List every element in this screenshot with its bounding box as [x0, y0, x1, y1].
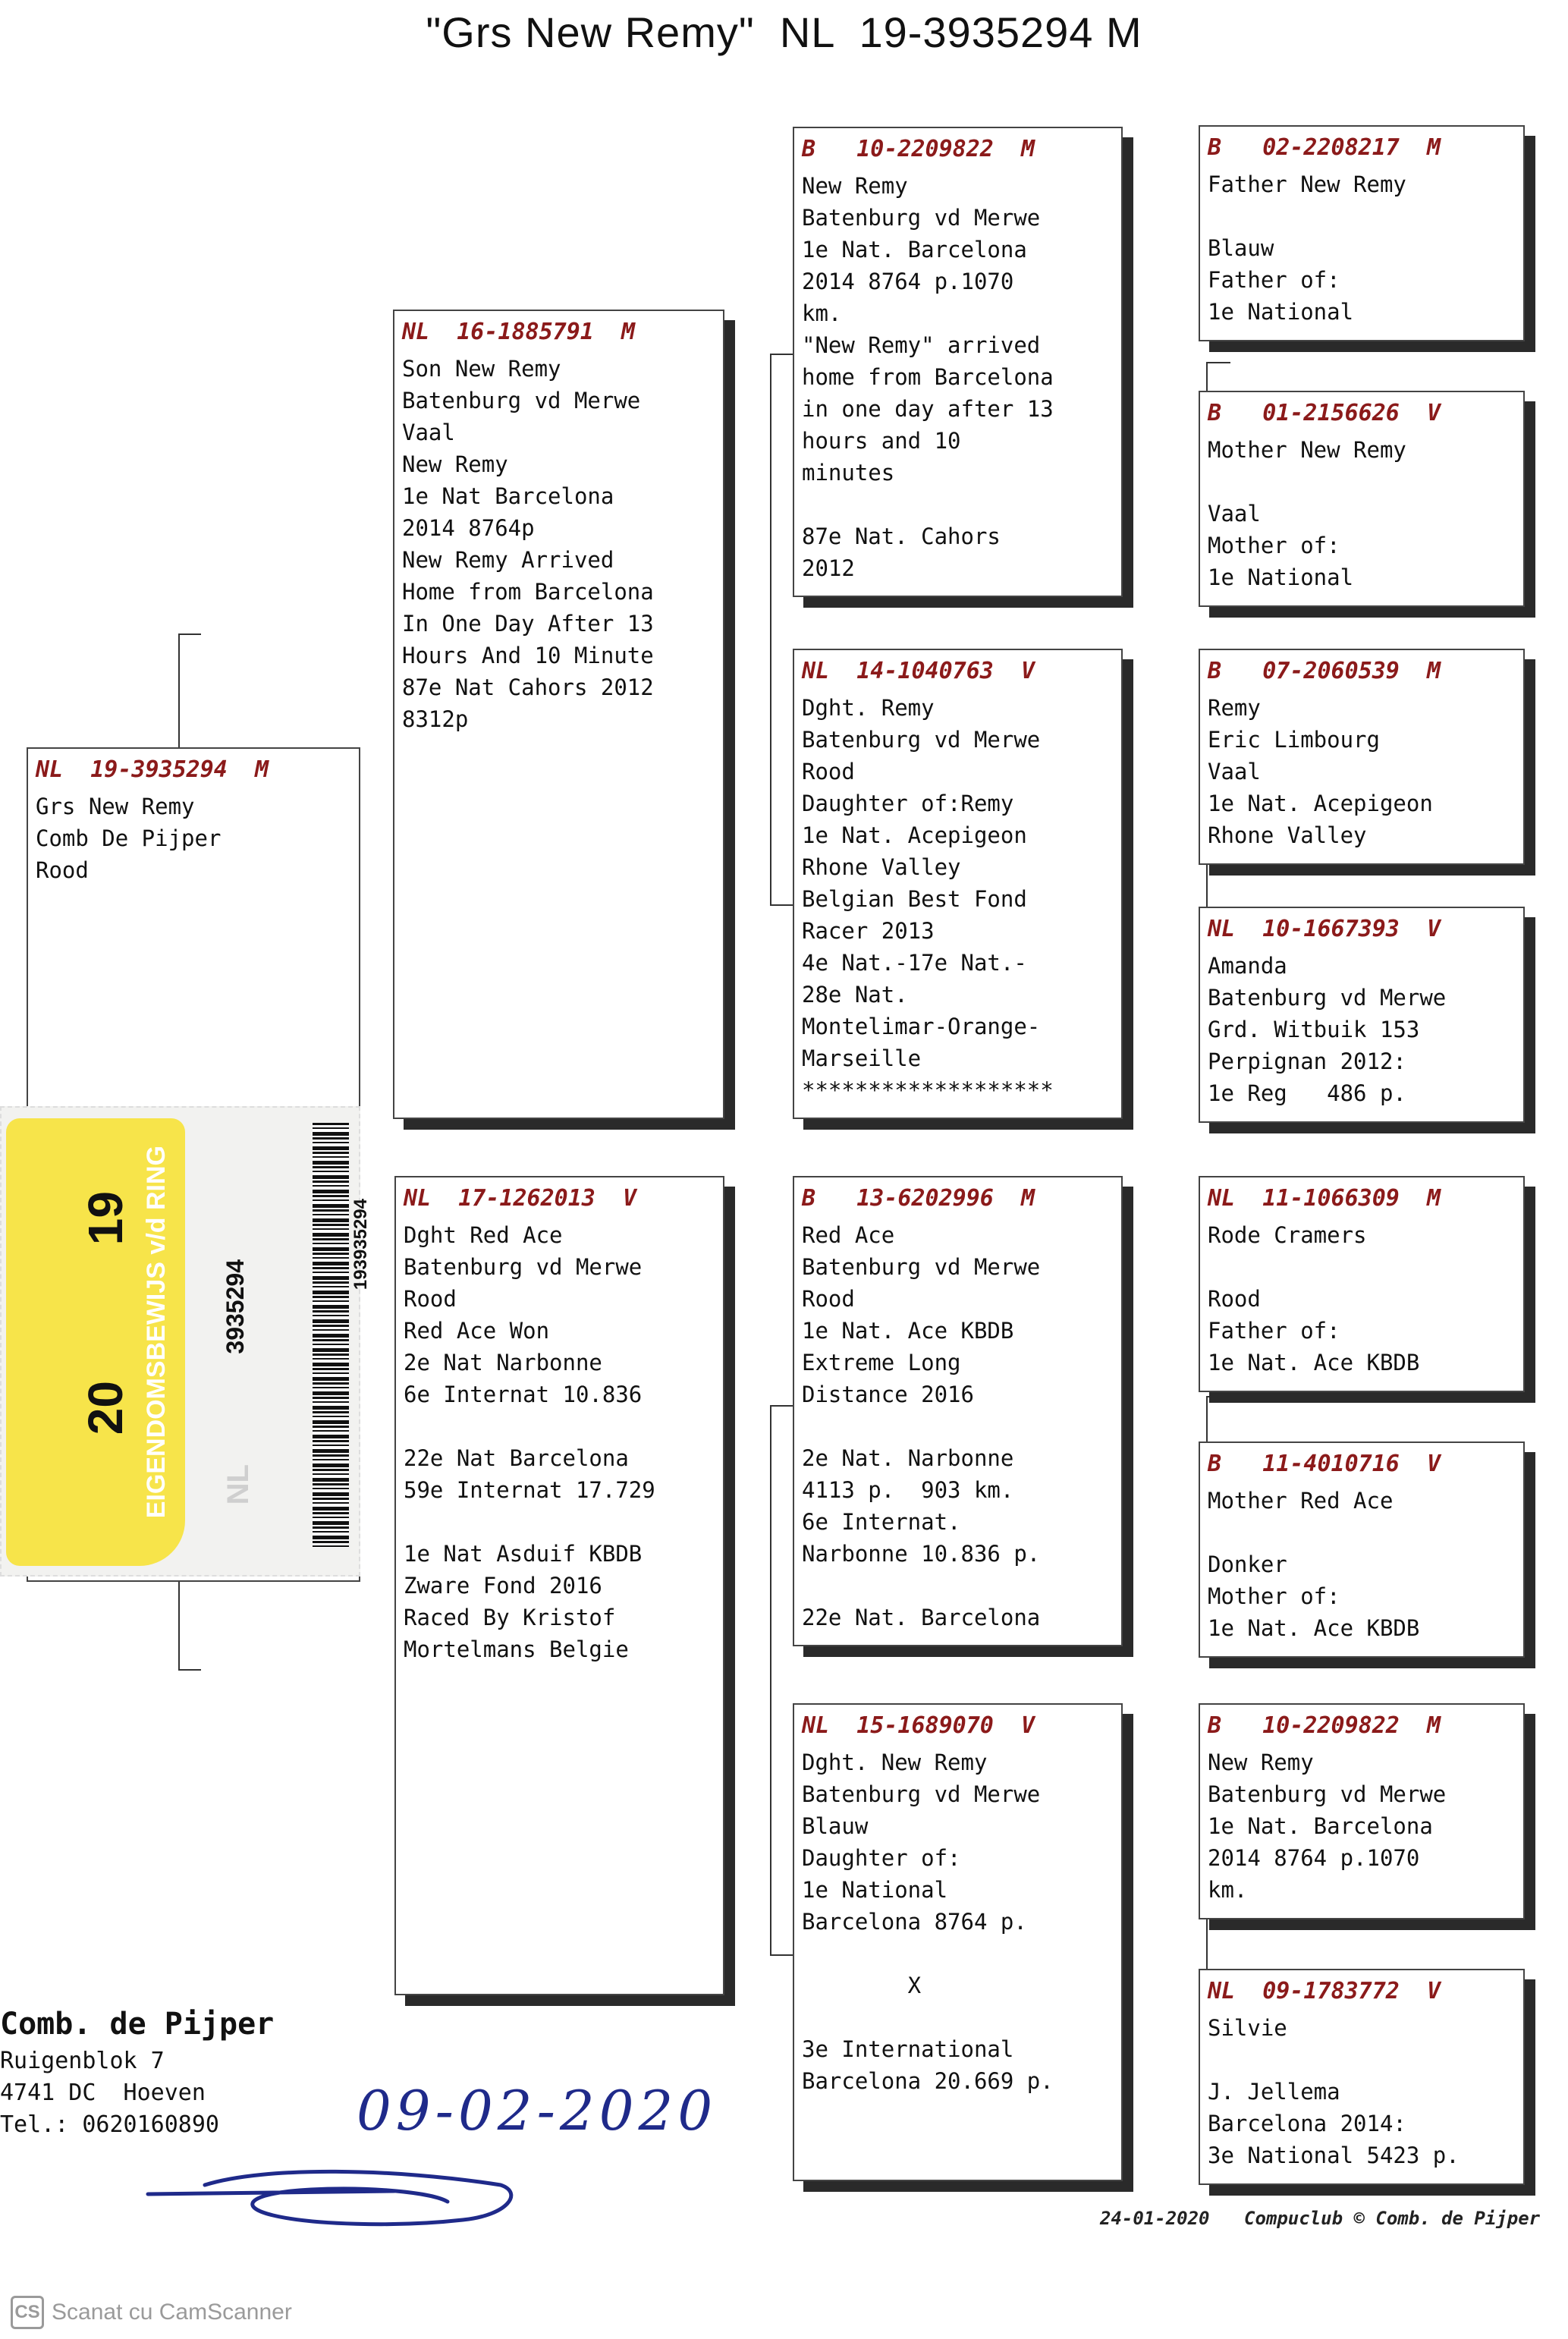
dam-box: [394, 1176, 724, 1995]
box-lines: [404, 1219, 715, 1665]
box-lines: [1208, 950, 1516, 1109]
ring-number: NL 11-1066309 M: [1208, 1185, 1441, 1212]
connector: [178, 1582, 201, 1671]
camscanner-logo: CS: [11, 2296, 44, 2329]
box-line: Mother New Remy: [1208, 437, 1406, 463]
box-line: Blauw: [802, 1813, 869, 1839]
box-line: 3e International: [802, 2036, 1014, 2062]
sire-sire-sire-box: [1199, 125, 1525, 341]
box-line: 2012: [802, 555, 855, 581]
owner-phone: Tel.: 0620160890: [0, 2111, 219, 2138]
box-line: 1e Nat. Acepigeon: [802, 822, 1027, 848]
box-line: Batenburg vd Merwe: [802, 205, 1041, 231]
box-line: [802, 2001, 1114, 2033]
box-line: 2014 8764 p.1070: [1208, 1845, 1420, 1871]
sire-sire-dam-box: [1199, 391, 1525, 607]
box-line: Blauw: [1208, 235, 1274, 261]
box-line: 4e Nat.-17e Nat.-: [802, 950, 1027, 976]
box-line: Distance 2016: [802, 1382, 974, 1407]
box-line: Barcelona 8764 p.: [802, 1909, 1027, 1935]
box-line: minutes: [802, 460, 895, 486]
box-line: 1e National: [1208, 564, 1354, 590]
box-line: 2e Nat Narbonne: [404, 1350, 602, 1375]
dam-dam-box: [793, 1703, 1123, 2181]
box-line: In One Day After 13: [402, 611, 654, 637]
ring-card-barcode: [313, 1123, 349, 1548]
ring-number: B 02-2208217 M: [1208, 134, 1441, 161]
box-lines: [1208, 168, 1516, 328]
ring-card-year-top: 19: [78, 1191, 133, 1246]
box-line: Grd. Witbuik 153: [1208, 1017, 1420, 1042]
ring-certificate-card: [0, 1106, 371, 1577]
ring-card-country: NL: [222, 1464, 255, 1505]
box-line: Rood: [36, 857, 89, 883]
box-line: X: [802, 1973, 922, 1998]
box-lines: [1208, 2012, 1516, 2171]
box-line: in one day after 13: [802, 396, 1054, 422]
box-lines: [1208, 692, 1516, 851]
box-lines: [1208, 1219, 1516, 1379]
box-line: Comb De Pijper: [36, 825, 222, 851]
ring-number: B 11-4010716 V: [1208, 1451, 1441, 1477]
owner-city: 4741 DC Hoeven: [0, 2080, 206, 2106]
box-line: 1e Nat Asduif KBDB: [404, 1541, 643, 1567]
box-line: Racer 2013: [802, 918, 935, 944]
box-line: [404, 1410, 715, 1442]
ring-number: NL 19-3935294 M: [36, 756, 269, 783]
box-line: Barcelona 2014:: [1208, 2111, 1406, 2136]
pedigree-title: "Grs New Remy" NL 19-3935294 M: [426, 8, 1142, 56]
ring-number: NL 16-1885791 M: [402, 319, 636, 345]
box-line: 28e Nat.: [802, 982, 908, 1008]
box-line: 1e Nat. Ace KBDB: [1208, 1350, 1420, 1375]
box-line: Rood: [802, 1286, 855, 1312]
ring-number: B 13-6202996 M: [802, 1185, 1035, 1212]
box-line: 87e Nat Cahors 2012: [402, 674, 654, 700]
box-line: Mortelmans Belgie: [404, 1636, 629, 1662]
box-line: 6e Internat.: [802, 1509, 961, 1535]
box-line: Amanda: [1208, 953, 1287, 979]
signature: [144, 2162, 539, 2231]
box-line: Batenburg vd Merwe: [402, 388, 641, 413]
box-line: Rhone Valley: [802, 854, 961, 880]
box-line: New Remy: [402, 451, 508, 477]
box-line: Donker: [1208, 1551, 1287, 1577]
ring-number: B 10-2209822 M: [802, 136, 1035, 162]
box-lines: [1208, 1485, 1516, 1644]
box-line: Batenburg vd Merwe: [802, 1781, 1041, 1807]
box-line: Father of:: [1208, 1318, 1340, 1344]
box-line: Rode Cramers: [1208, 1222, 1367, 1248]
box-line: [1208, 200, 1516, 232]
box-lines: [802, 1746, 1114, 2097]
print-date: 24-01-2020: [1100, 2208, 1210, 2229]
box-line: Red Ace: [802, 1222, 895, 1248]
sire-dam-box: [793, 649, 1123, 1119]
box-line: "New Remy" arrived: [802, 332, 1041, 358]
box-line: Vaal: [1208, 501, 1261, 527]
box-line: 1e Nat Barcelona: [402, 483, 614, 509]
box-lines: [802, 692, 1114, 1106]
dam-dam-sire-box: [1199, 1703, 1525, 1919]
box-line: 2014 8764 p.1070: [802, 269, 1014, 294]
box-line: Dght. New Remy: [802, 1750, 988, 1775]
owner-block: [0, 2003, 274, 2141]
print-credit: Compuclub © Comb. de Pijper: [1244, 2208, 1541, 2229]
box-line: [1208, 2044, 1516, 2076]
box-line: Batenburg vd Merwe: [802, 1254, 1041, 1280]
box-line: [404, 1506, 715, 1538]
ring-card-number: 3935294: [222, 1259, 249, 1354]
box-line: hours and 10: [802, 428, 961, 454]
box-line: Son New Remy: [402, 356, 561, 382]
box-line: km.: [1208, 1877, 1248, 1903]
box-line: Narbonne 10.836 p.: [802, 1541, 1041, 1567]
box-line: 6e Internat 10.836: [404, 1382, 643, 1407]
box-line: [802, 1938, 1114, 1970]
ring-number: NL 15-1689070 V: [802, 1712, 1035, 1739]
box-line: 1e Reg 486 p.: [1208, 1080, 1406, 1106]
box-line: Zware Fond 2016: [404, 1573, 602, 1599]
box-line: Extreme Long: [802, 1350, 961, 1375]
box-line: Rhone Valley: [1208, 822, 1367, 848]
connector: [770, 354, 796, 906]
box-line: Home from Barcelona: [402, 579, 654, 605]
box-line: Batenburg vd Merwe: [404, 1254, 643, 1280]
box-line: Dght. Remy: [802, 695, 935, 721]
box-line: 59e Internat 17.729: [404, 1477, 655, 1503]
box-line: Batenburg vd Merwe: [1208, 985, 1447, 1011]
box-line: 1e Nat. Acepigeon: [1208, 791, 1433, 816]
box-line: Rood: [802, 759, 855, 784]
box-line: Mother Red Ace: [1208, 1488, 1394, 1514]
box-line: 22e Nat. Barcelona: [802, 1605, 1041, 1630]
box-line: Belgian Best Fond: [802, 886, 1027, 912]
dam-sire-sire-box: [1199, 1176, 1525, 1392]
box-line: Daughter of:Remy: [802, 791, 1014, 816]
dam-sire-dam-box: [1199, 1441, 1525, 1658]
box-line: home from Barcelona: [802, 364, 1054, 390]
sire-sire-box: [793, 127, 1123, 597]
box-line: J. Jellema: [1208, 2079, 1340, 2105]
box-line: 2e Nat. Narbonne: [802, 1445, 1014, 1471]
box-line: Hours And 10 Minute: [402, 643, 654, 668]
scanner-label: Scanat cu CamScanner: [52, 2300, 292, 2325]
box-line: Rood: [404, 1286, 457, 1312]
ring-card-barcode-number: 193935294: [350, 1199, 371, 1291]
box-line: [1208, 1517, 1516, 1548]
ring-card-year-bottom: 20: [78, 1381, 133, 1435]
ring-number: B 10-2209822 M: [1208, 1712, 1441, 1739]
ring-number: B 07-2060539 M: [1208, 658, 1441, 684]
box-line: 87e Nat. Cahors: [802, 523, 1001, 549]
sire-box: [393, 310, 724, 1119]
box-line: Daughter of:: [802, 1845, 961, 1871]
sire-dam-sire-box: [1199, 649, 1525, 865]
ring-number: NL 14-1040763 V: [802, 658, 1035, 684]
box-lines: [36, 791, 351, 886]
box-line: [1208, 466, 1516, 498]
box-line: 3e National 5423 p.: [1208, 2143, 1460, 2168]
box-lines: [802, 1219, 1114, 1633]
ring-card-title: EIGENDOMSBEWIJS v/d RING: [142, 1146, 171, 1519]
box-line: Mother of:: [1208, 1583, 1340, 1609]
box-line: Marseille: [802, 1045, 922, 1071]
box-line: [1208, 1251, 1516, 1283]
dam-dam-dam-box: [1199, 1969, 1525, 2185]
box-line: Vaal: [1208, 759, 1261, 784]
owner-address: Ruigenblok 7: [0, 2048, 165, 2074]
scanner-watermark: [11, 2296, 292, 2329]
box-line: km.: [802, 300, 842, 326]
box-line: Dght Red Ace: [404, 1222, 563, 1248]
box-line: 2014 8764p: [402, 515, 535, 541]
box-line: Father of:: [1208, 267, 1340, 293]
box-line: Batenburg vd Merwe: [1208, 1781, 1447, 1807]
box-line: 1e Nat. Ace KBDB: [1208, 1615, 1420, 1641]
box-lines: [402, 353, 715, 735]
box-line: Remy: [1208, 695, 1261, 721]
box-line: Montelimar-Orange-: [802, 1014, 1041, 1039]
box-line: 22e Nat Barcelona: [404, 1445, 629, 1471]
owner-name: Comb. de Pijper: [0, 2007, 275, 2042]
box-line: 1e National: [802, 1877, 948, 1903]
box-line: 4113 p. 903 km.: [802, 1477, 1014, 1503]
box-line: Eric Limbourg: [1208, 727, 1380, 753]
box-line: Silvie: [1208, 2015, 1287, 2041]
box-line: Vaal: [402, 420, 455, 445]
ring-number: B 01-2156626 V: [1208, 400, 1441, 426]
box-line: [802, 1410, 1114, 1442]
box-line: New Remy: [802, 173, 908, 199]
box-line: [802, 489, 1114, 520]
box-lines: [802, 170, 1114, 584]
box-line: Mother of:: [1208, 533, 1340, 558]
box-line: 1e Nat. Barcelona: [802, 237, 1027, 263]
box-line: Raced By Kristof: [404, 1605, 616, 1630]
box-lines: [1208, 1746, 1516, 1906]
box-line: 1e Nat. Barcelona: [1208, 1813, 1433, 1839]
ring-number: NL 17-1262013 V: [404, 1185, 637, 1212]
box-line: [802, 1570, 1114, 1602]
handwritten-date: 09-02-2020: [357, 2079, 718, 2143]
box-lines: [1208, 434, 1516, 593]
box-line: 1e National: [1208, 299, 1354, 325]
dam-sire-box: [793, 1176, 1123, 1646]
box-line: New Remy Arrived: [402, 547, 614, 573]
box-line: 1e Nat. Ace KBDB: [802, 1318, 1014, 1344]
box-line: Perpignan 2012:: [1208, 1048, 1406, 1074]
connector: [178, 633, 201, 749]
ring-number: NL 10-1667393 V: [1208, 916, 1441, 942]
box-line: Rood: [1208, 1286, 1261, 1312]
ring-number: NL 09-1783772 V: [1208, 1978, 1441, 2004]
box-line: Grs New Remy: [36, 794, 195, 819]
connector: [770, 1405, 796, 1956]
box-line: New Remy: [1208, 1750, 1314, 1775]
sire-dam-dam-box: [1199, 907, 1525, 1123]
box-line: Batenburg vd Merwe: [802, 727, 1041, 753]
box-line: Father New Remy: [1208, 171, 1406, 197]
box-line: Red Ace Won: [404, 1318, 550, 1344]
box-line: *******************: [802, 1077, 1054, 1103]
box-line: 8312p: [402, 706, 469, 732]
box-line: Barcelona 20.669 p.: [802, 2068, 1054, 2094]
